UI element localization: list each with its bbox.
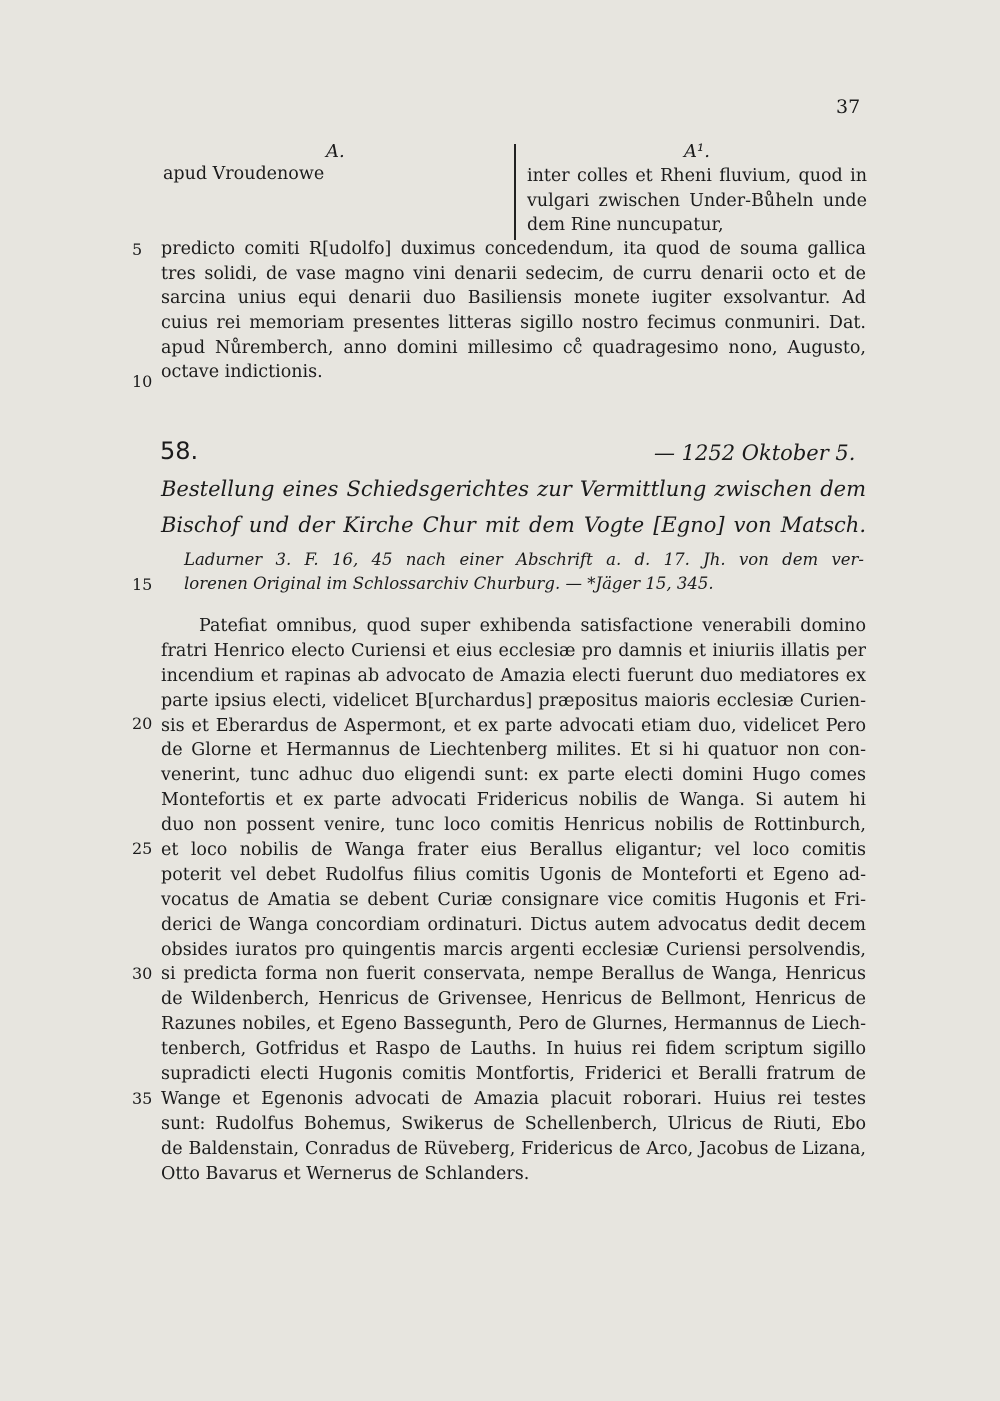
- column-a1-text: [527, 164, 867, 238]
- text-line: tres solidi, de vase magno vini denarii sedecim, de curru denarii octo et de: [161, 263, 866, 284]
- text-line: Bestellung eines Schiedsgerichtes zur Vermittlung zwischen dem: [161, 477, 866, 501]
- text-line: fratri Henrico electo Curiensi et eius ecclesiæ pro damnis et iniuriis illatis per: [161, 640, 866, 661]
- text-line: Bischof und der Kirche Chur mit dem Vogte [Egno] von Matsch.: [161, 513, 866, 537]
- text-line: duo non possent venire, tunc loco comitis Henricus nobilis de Rottinburch,: [161, 815, 866, 836]
- line-number: 25: [132, 839, 153, 858]
- text-line: Montefortis et ex parte advocati Fridericus nobilis de Wanga. Si autem hi: [161, 790, 866, 811]
- text-line: predicto comiti R[udolfo] duximus concedendum, ita quod de souma gallica: [161, 239, 866, 259]
- line-number: 5: [132, 240, 143, 259]
- text-line: inter colles et Rheni fluvium, quod in: [527, 166, 867, 186]
- page-number: 37: [836, 96, 861, 118]
- text-line: vocatus de Amatia se debent Curiæ consignare vice comitis Hugonis et Fri-: [161, 889, 866, 910]
- continuation-text: [161, 237, 866, 385]
- text-line: Patefiat omnibus, quod super exhibenda satisfactione venerabili domino: [199, 616, 866, 636]
- text-line: et loco nobilis de Wanga frater eius Berallus eligantur; vel loco comitis: [161, 840, 866, 861]
- text-line: si predicta forma non fuerit conservata, nempe Berallus de Wanga, Henricus: [161, 964, 866, 985]
- text-line: cuius rei memoriam presentes litteras sigillo nostro fecimus conmuniri. Dat.: [161, 313, 866, 334]
- text-line: sunt: Rudolfus Bohemus, Swikerus de Schellenberch, Ulricus de Riuti, Ebo: [161, 1113, 866, 1134]
- text-line: Wange et Egenonis advocati de Amazia placuit roborari. Huius rei testes: [161, 1088, 866, 1109]
- text-line: lorenen Original im Schlossarchiv Churburg. — *Jäger 15, 345.: [184, 574, 714, 593]
- text-line: parte ipsius electi, videlicet B[urchardus] præpositus maioris ecclesiæ Curien-: [161, 690, 866, 711]
- column-divider: [514, 144, 516, 240]
- text-line: de Baldenstain, Conradus de Rüveberg, Fridericus de Arco, Jacobus de Lizana,: [161, 1138, 866, 1159]
- text-line: incendium et rapinas ab advocato de Amazia electi fuerunt duo mediatores ex: [161, 665, 866, 686]
- document-date: — 1252 Oktober 5.: [654, 441, 856, 465]
- column-a-text: apud Vroudenowe: [163, 164, 325, 184]
- text-line: de Glorne et Hermannus de Liechtenberg milites. Et si hi quatuor non con-: [161, 740, 866, 761]
- line-number: 30: [132, 964, 153, 983]
- text-line: supradicti electi Hugonis comitis Montfortis, Friderici et Beralli fratrum de: [161, 1064, 866, 1085]
- line-number: 20: [132, 714, 153, 733]
- text-line: apud Nůremberch, anno domini millesimo cc̊ quadragesimo nono, Augusto,: [161, 337, 866, 358]
- text-line: venerint, tunc adhuc duo eligendi sunt: ex parte electi domini Hugo comes: [161, 765, 866, 786]
- line-number: 35: [132, 1089, 153, 1108]
- document-number: 58.: [160, 437, 199, 465]
- line-number: 15: [132, 575, 153, 594]
- text-line: obsides iuratos pro quingentis marcis argenti ecclesiæ Curiensi persolvendis,: [161, 939, 866, 960]
- text-line: sis et Eberardus de Aspermont, et ex parte advocati etiam duo, videlicet Pero: [161, 715, 866, 736]
- document-body: [161, 614, 866, 1186]
- source-note: [184, 548, 864, 596]
- text-line: tenberch, Gotfridus et Raspo de Lauths. In huius rei fidem scriptum sigillo: [161, 1039, 866, 1060]
- column-a1-heading: A¹.: [684, 141, 710, 162]
- text-line: sarcina unius equi denarii duo Basiliensis monete iugiter exsolvantur. Ad: [161, 288, 866, 309]
- text-line: poterit vel debet Rudolfus filius comitis Ugonis de Monteforti et Egeno ad-: [161, 864, 866, 885]
- text-line: Ladurner 3. F. 16, 45 nach einer Abschrift a. d. 17. Jh. von dem ver-: [184, 550, 864, 569]
- document-summary: [161, 471, 866, 543]
- text-line: derici de Wanga concordiam ordinaturi. Dictus autem advocatus dedit decem: [161, 914, 866, 935]
- column-a-heading: A.: [326, 141, 345, 162]
- text-line: dem Rine nuncupatur,: [527, 215, 724, 236]
- text-line: Razunes nobiles, et Egeno Bassegunth, Pero de Glurnes, Hermannus de Liech-: [161, 1014, 866, 1035]
- text-line: vulgari zwischen Under-Bůheln unde: [527, 190, 867, 211]
- text-line: Otto Bavarus et Wernerus de Schlanders.: [161, 1163, 530, 1184]
- text-line: de Wildenberch, Henricus de Grivensee, Henricus de Bellmont, Henricus de: [161, 989, 866, 1010]
- text-line: octave indictionis.: [161, 362, 323, 383]
- line-number: 10: [132, 372, 153, 391]
